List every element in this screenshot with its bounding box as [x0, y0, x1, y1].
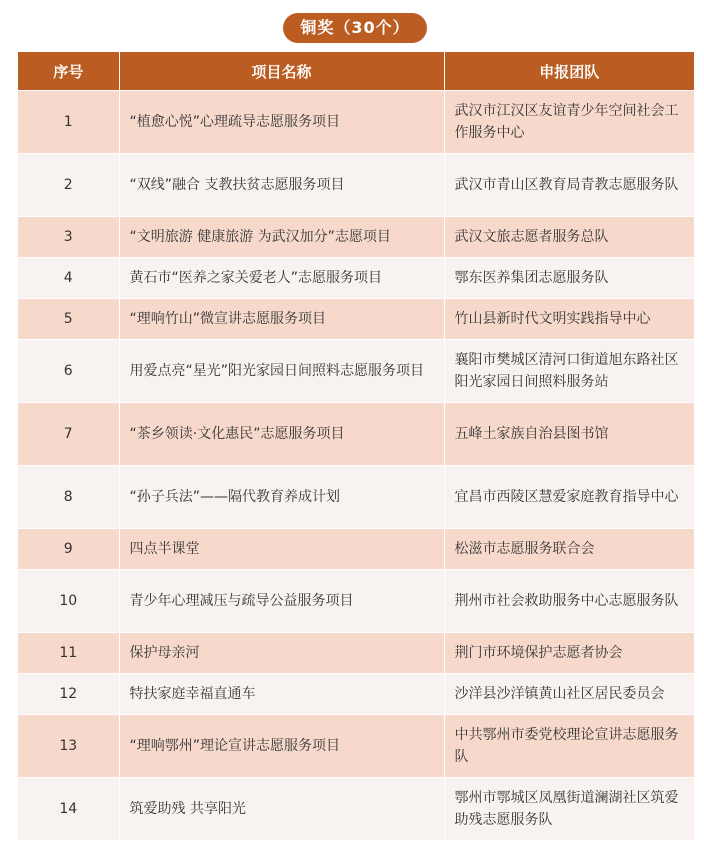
header-team: 申报团队: [444, 52, 694, 91]
cell-team: 襄阳市樊城区清河口街道旭东路社区阳光家园日间照料服务站: [444, 340, 694, 403]
cell-project: 青少年心理减压与疏导公益服务项目: [119, 570, 444, 633]
table-row: [18, 91, 694, 154]
cell-no: 8: [18, 466, 119, 529]
cell-team: 武汉文旅志愿者服务总队: [444, 217, 694, 258]
cell-team: 鄂东医养集团志愿服务队: [444, 258, 694, 299]
award-table: [18, 52, 694, 840]
cell-project: “双线”融合 支教扶贫志愿服务项目: [119, 154, 444, 217]
cell-no: 2: [18, 154, 119, 217]
table-row: [18, 258, 694, 299]
table-row: [18, 529, 694, 570]
cell-project: “理响竹山”微宣讲志愿服务项目: [119, 299, 444, 340]
cell-project: “理响鄂州”理论宣讲志愿服务项目: [119, 715, 444, 778]
table-header: [18, 52, 694, 91]
cell-team: 荆门市环境保护志愿者协会: [444, 633, 694, 674]
table-row: [18, 217, 694, 258]
header-project: 项目名称: [119, 52, 444, 91]
cell-project: “孙子兵法”——隔代教育养成计划: [119, 466, 444, 529]
cell-project: “植愈心悦”心理疏导志愿服务项目: [119, 91, 444, 154]
cell-project: 筑爱助残 共享阳光: [119, 778, 444, 841]
cell-project: “文明旅游 健康旅游 为武汉加分”志愿项目: [119, 217, 444, 258]
table-row: [18, 778, 694, 841]
cell-project: 保护母亲河: [119, 633, 444, 674]
table-row: [18, 633, 694, 674]
cell-no: 3: [18, 217, 119, 258]
cell-no: 12: [18, 674, 119, 715]
cell-no: 9: [18, 529, 119, 570]
cell-no: 11: [18, 633, 119, 674]
table-row: [18, 154, 694, 217]
cell-no: 5: [18, 299, 119, 340]
table-body: [18, 91, 694, 841]
cell-team: 竹山县新时代文明实践指导中心: [444, 299, 694, 340]
badge-area: [0, 0, 704, 52]
cell-no: 14: [18, 778, 119, 841]
cell-team: 宜昌市西陵区慧爱家庭教育指导中心: [444, 466, 694, 529]
award-badge: 铜奖（30个）: [283, 13, 427, 43]
cell-team: 松滋市志愿服务联合会: [444, 529, 694, 570]
cell-no: 6: [18, 340, 119, 403]
cell-no: 4: [18, 258, 119, 299]
cell-team: 荆州市社会救助服务中心志愿服务队: [444, 570, 694, 633]
cell-no: 1: [18, 91, 119, 154]
table-row: [18, 570, 694, 633]
cell-project: “茶乡领读·文化惠民”志愿服务项目: [119, 403, 444, 466]
cell-team: 武汉市江汉区友谊青少年空间社会工作服务中心: [444, 91, 694, 154]
header-no: 序号: [18, 52, 119, 91]
table-row: [18, 299, 694, 340]
table-row: [18, 466, 694, 529]
cell-project: 四点半课堂: [119, 529, 444, 570]
cell-team: 五峰土家族自治县图书馆: [444, 403, 694, 466]
cell-team: 沙洋县沙洋镇黄山社区居民委员会: [444, 674, 694, 715]
cell-no: 10: [18, 570, 119, 633]
table-row: [18, 403, 694, 466]
cell-project: 黄石市“医养之家关爱老人”志愿服务项目: [119, 258, 444, 299]
cell-project: 特扶家庭幸福直通车: [119, 674, 444, 715]
table-row: [18, 674, 694, 715]
cell-no: 7: [18, 403, 119, 466]
cell-team: 中共鄂州市委党校理论宣讲志愿服务队: [444, 715, 694, 778]
table-row: [18, 715, 694, 778]
cell-team: 鄂州市鄂城区凤凰街道澜湖社区筑爱助残志愿服务队: [444, 778, 694, 841]
cell-team: 武汉市青山区教育局青教志愿服务队: [444, 154, 694, 217]
cell-no: 13: [18, 715, 119, 778]
cell-project: 用爱点亮“星光”阳光家园日间照料志愿服务项目: [119, 340, 444, 403]
table-row: [18, 340, 694, 403]
